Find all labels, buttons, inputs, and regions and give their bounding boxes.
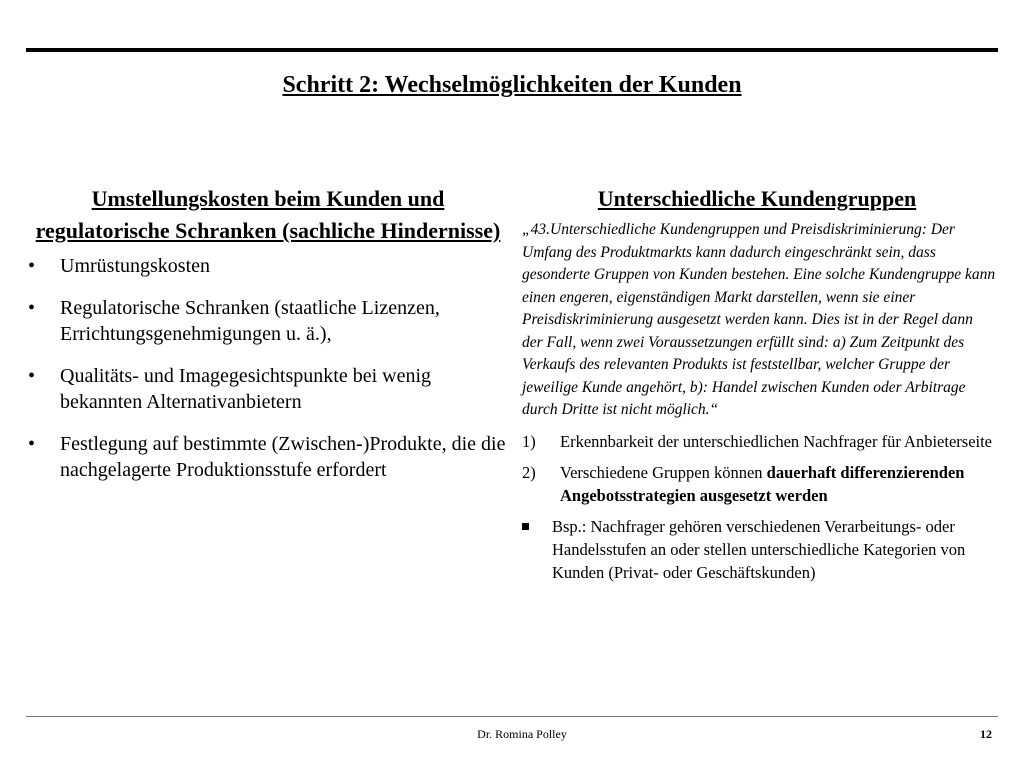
example-item	[518, 515, 996, 584]
item-number: 1)	[522, 431, 536, 451]
left-heading: Umstellungskosten beim Kunden und regulatorische Schranken (sachliche Hindernisse)	[35, 186, 501, 243]
right-heading: Unterschiedliche Kundengruppen	[597, 186, 917, 211]
numbered-item-2	[518, 461, 996, 507]
item-text: Verschiedene Gruppen können	[560, 462, 763, 482]
footer-author: Dr. Romina Polley	[477, 727, 567, 741]
bullet-item: • Qualitäts- und Imagegesichtspunkte bei wenig bekannten Alternativanbietern	[28, 365, 432, 413]
bullet-icon: •	[28, 365, 36, 387]
item-text: Erkennbarkeit der unterschiedlichen Nachfrager für Anbieterseite	[560, 431, 993, 451]
bullet-icon: •	[28, 433, 36, 455]
item-emphasis: dauerhaft differenzierenden Angebotsstrategien ausgesetzt werden	[560, 462, 965, 505]
slide-title: Schritt 2: Wechselmöglichkeiten der Kunden	[282, 72, 742, 98]
bullet-item: • Festlegung auf bestimmte (Zwischen-)Produkte, die die nachgelagerte Produktionsstufe erfordert	[28, 433, 506, 481]
example-text: Bsp.: Nachfrager gehören verschiedenen Verarbeitungs- oder Handelsstufen an oder stellen unterschiedliche Kategorien von Kunden (Privat- oder Geschäftskunden)	[552, 516, 966, 582]
quote-text: „43.Unterschiedliche Kundengruppen und Preisdiskriminierung: Der Umfang des Produktmarkts kann dadurch eingeschränkt sein, dass gesonderte Gruppen von Kunden bestehen. Eine solche Kundengruppe kann einen engeren, eigenständigen Markt darstellen, wenn sie einer Preisdiskriminierung ausgesetzt werden kann. Dies ist in der Regel dann der Fall, wenn zwei Voraussetzungen erfüllt sind: a) Zum Zeitpunkt des Verkaufs des relevanten Produkts ist feststellbar, welcher Gruppe der jeweilige Kunde angehört, b): Handel zwischen Kunden oder Arbitrage durch Dritte ist nicht möglich.“	[522, 221, 996, 418]
bullet-icon: •	[28, 297, 36, 319]
bullet-icon: •	[28, 255, 36, 277]
left-column	[28, 183, 508, 499]
bullet-item: • Umrüstungskosten	[28, 255, 210, 277]
top-rule	[26, 48, 998, 52]
page-number: 12	[980, 727, 992, 741]
numbered-item-1	[518, 430, 996, 453]
square-bullet-icon	[522, 523, 529, 530]
item-number: 2)	[522, 462, 536, 482]
right-column	[518, 183, 996, 584]
bullet-item: • Regulatorische Schranken (staatliche Lizenzen, Errichtungsgenehmigungen u. ä.),	[28, 297, 440, 345]
bottom-rule	[26, 716, 998, 717]
left-bullet-list	[28, 253, 508, 483]
